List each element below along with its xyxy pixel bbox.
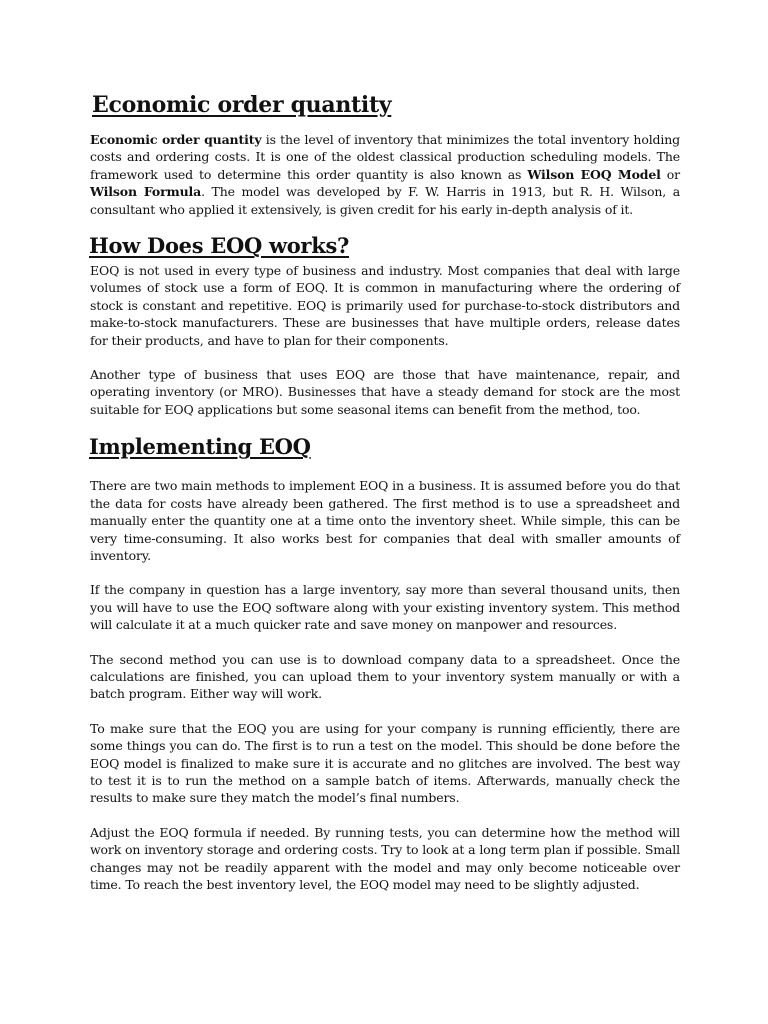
how-paragraph-2: Another type of business that uses EOQ are those that have maintenance, repair, and operating inventory (or MRO). Businesses that have a steady demand for stock are the most suitable for EOQ applications but some seasonal items can benefit from the method, too. <box>90 367 680 417</box>
intro-text-2: or <box>660 166 680 182</box>
intro-model-name: Wilson EOQ Model <box>527 166 661 182</box>
intro-paragraph <box>90 131 680 218</box>
intro-text-3: . The model was developed by F. W. Harris in 1913, but R. H. Wilson, a consultant who applied it extensively, is given credit for his early in-depth analysis of it. <box>90 184 681 217</box>
implementing-paragraph-4: To make sure that the EOQ you are using for your company is running efficiently, there are some things you can do. The first is to run a test on the model. This should be done before the EOQ model is finalized to make sure it is accurate and no glitches are involved. The best way to test it is to run the method on a sample batch of items. Afterwards, manually check the results to make sure they match the model’s final numbers. <box>90 720 680 806</box>
section-heading-implementing-eoq: Implementing EOQ <box>89 434 311 460</box>
how-paragraph-1: EOQ is not used in every type of business and industry. Most companies that deal with large volumes of stock use a form of EOQ. It is common in manufacturing where the ordering of stock is constant and repetitive. EOQ is primarily used for purchase-to-stock distributors and make-to-stock manufacturers. These are businesses that have multiple orders, release dates for their products, and have to plan for their components. <box>90 263 680 348</box>
implementing-paragraph-3: The second method you can use is to download company data to a spreadsheet. Once the calculations are finished, you can upload them to your inventory system manually or with a batch program. Either way will work. <box>90 651 680 702</box>
section-heading-how-eoq-works: How Does EOQ works? <box>89 233 349 259</box>
implementing-paragraph-5: Adjust the EOQ formula if needed. By running tests, you can determine how the method will work on inventory storage and ordering costs. Try to look at a long term plan if possible. Small changes may not be readily apparent with the model and may only become noticeable over time. To reach the best inventory level, the EOQ model may need to be slightly adjusted. <box>90 824 680 892</box>
intro-text-1: is the level of inventory that minimizes the total inventory holding costs and ordering costs. It is one of the oldest classical production scheduling models. The framework used to determine this order quantity is also known as <box>90 132 680 182</box>
implementing-paragraph-1: There are two main methods to implement EOQ in a business. It is assumed before you do that the data for costs have already been gathered. The first method is to use a spreadsheet and manually enter the quantity one at a time onto the inventory sheet. While simple, this can be very time-consuming. It also works best for companies that deal with smaller amounts of inventory. <box>90 478 680 563</box>
implementing-paragraph-2: If the company in question has a large inventory, say more than several thousand units, then you will have to use the EOQ software along with your existing inventory system. This method will calculate it at a much quicker rate and save money on manpower and resources. <box>90 582 680 633</box>
page-title: Economic order quantity <box>92 92 392 118</box>
intro-term: Economic order quantity <box>90 132 262 147</box>
intro-formula-name: Wilson Formula <box>90 184 202 200</box>
